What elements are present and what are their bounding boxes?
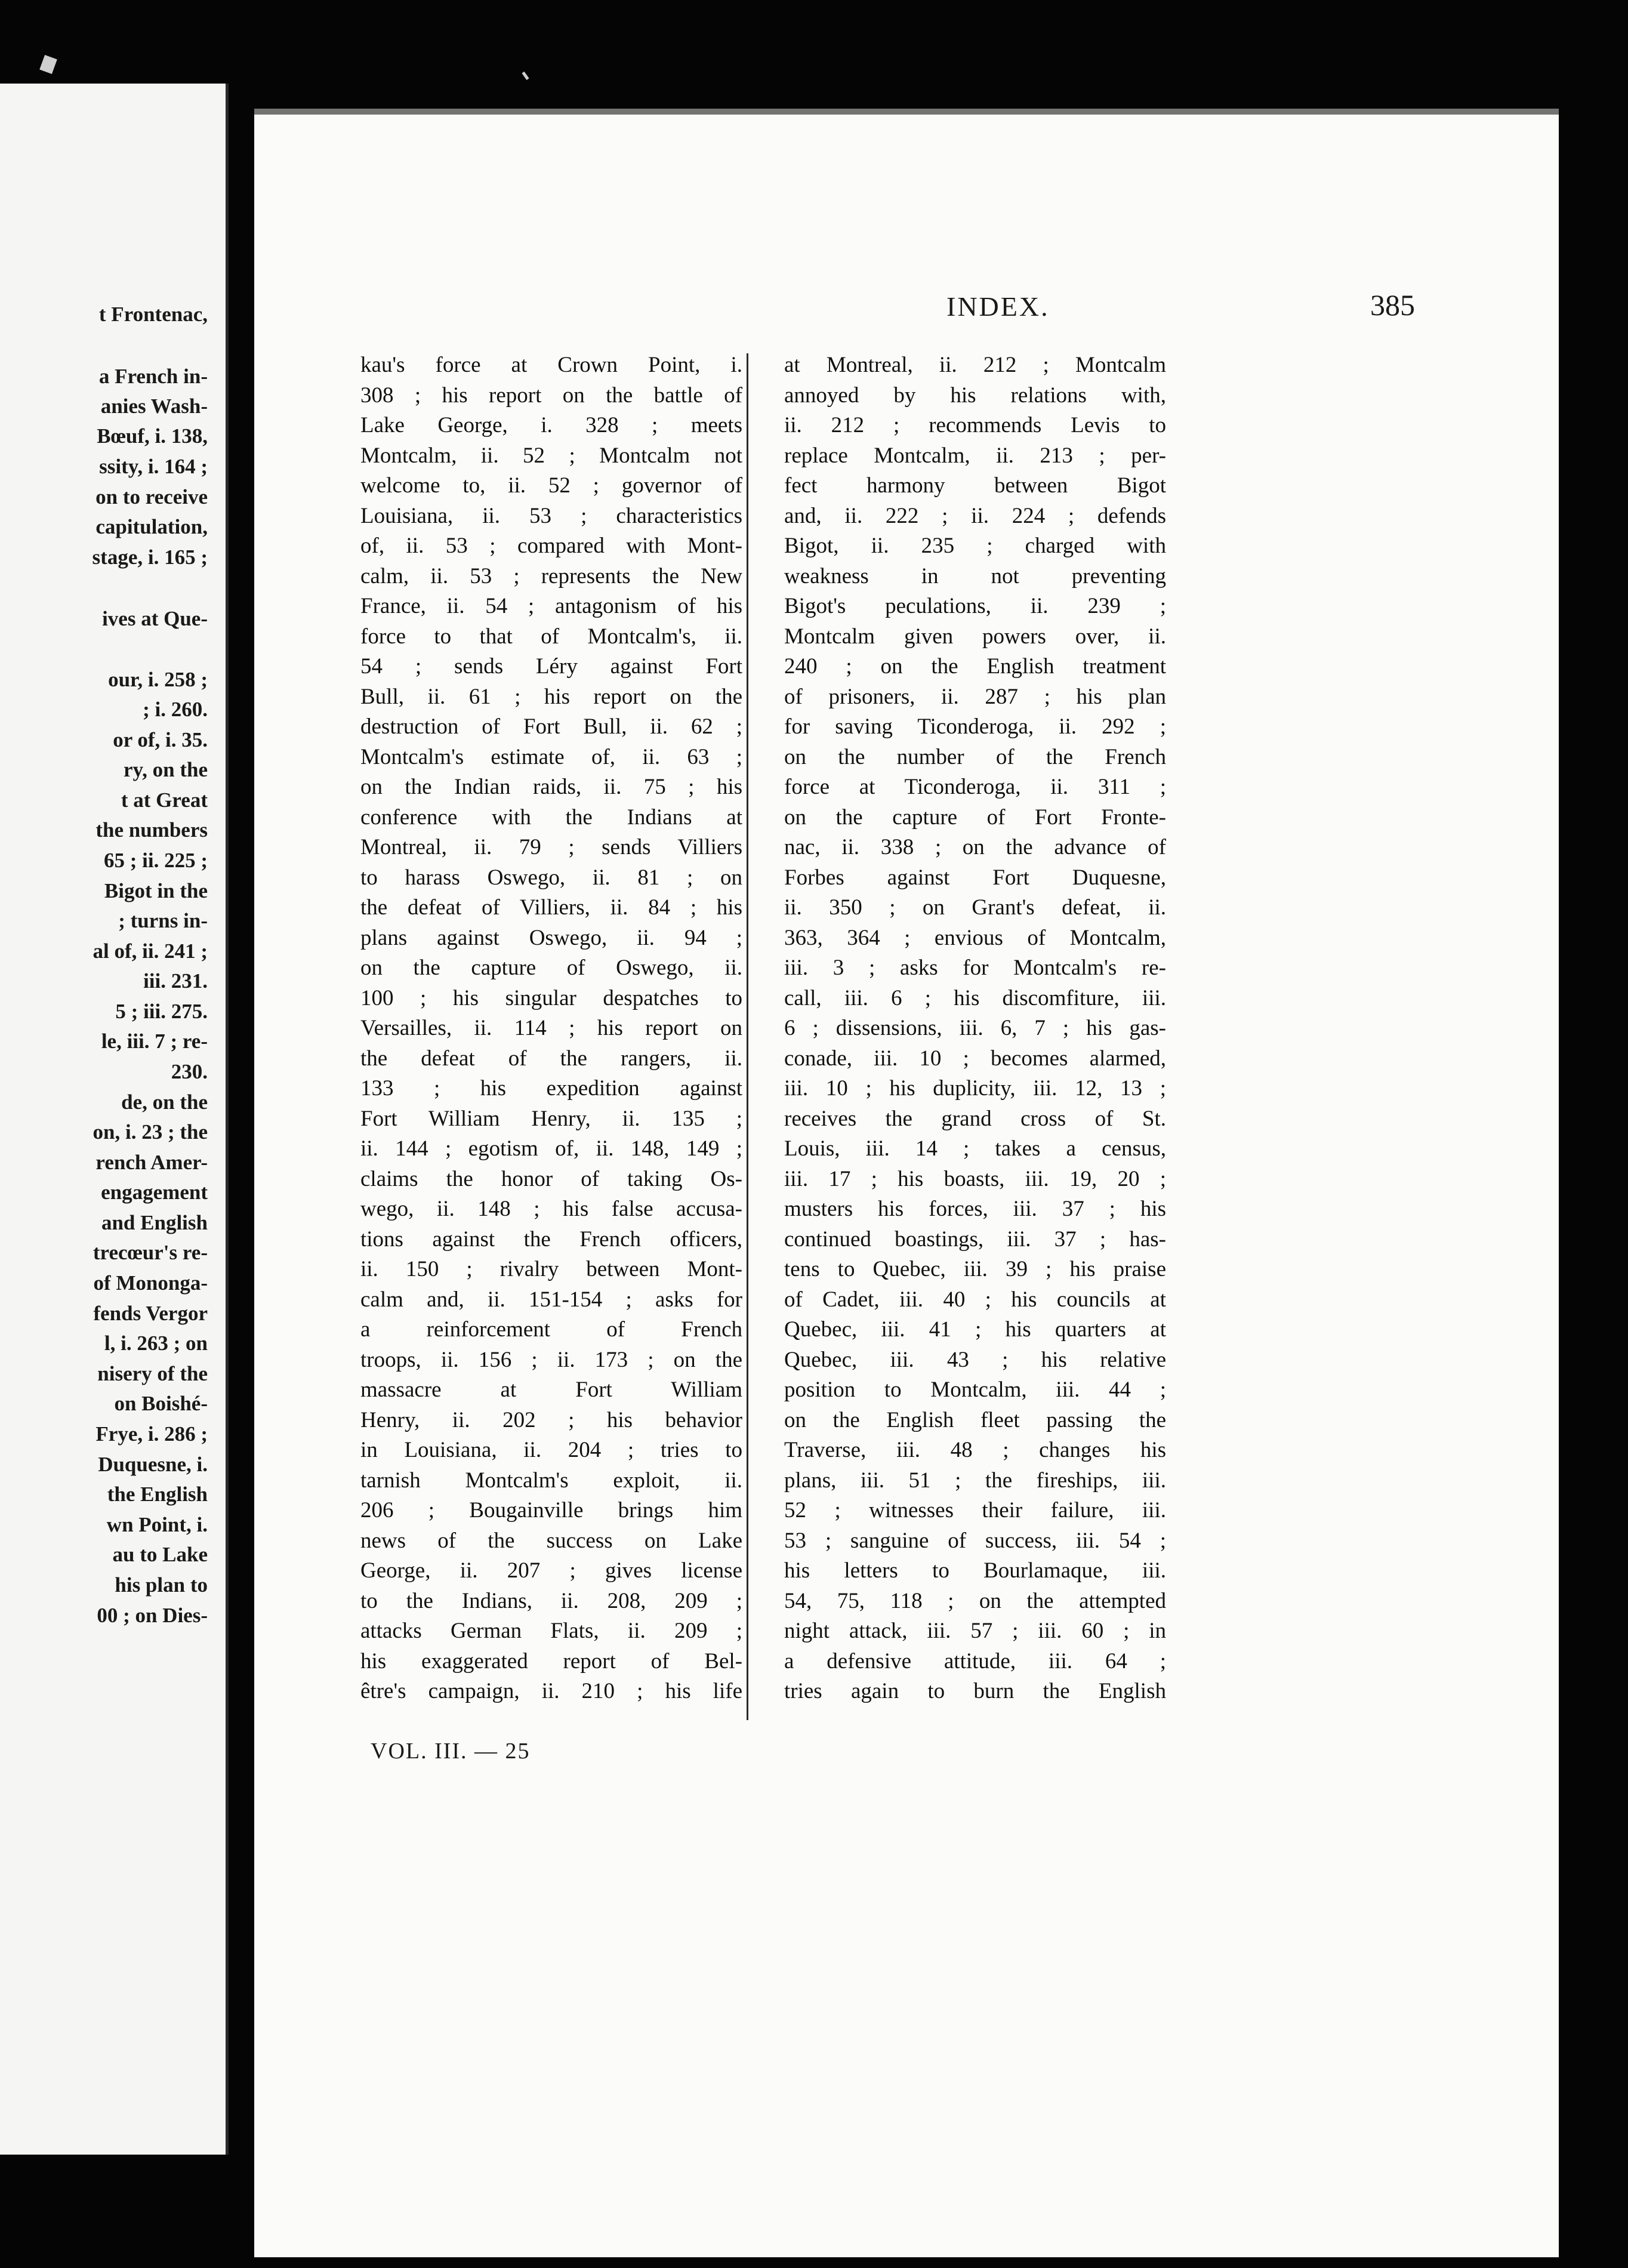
left-page-line-fragment: fends Vergor xyxy=(93,1302,208,1325)
index-line: a reinforcement of French xyxy=(360,1317,742,1342)
left-page-line-fragment: t Frontenac, xyxy=(98,303,208,326)
index-line: Henry, ii. 202 ; his behavior xyxy=(360,1407,742,1432)
index-line: iii. 17 ; his boasts, iii. 19, 20 ; xyxy=(784,1166,1166,1191)
index-line: on the capture of Oswego, ii. xyxy=(360,956,742,980)
left-page-line-fragment: au to Lake xyxy=(112,1543,208,1566)
left-page-line-fragment: al of, ii. 241 ; xyxy=(92,939,208,963)
index-line: 54, 75, 118 ; on the attempted xyxy=(784,1588,1166,1613)
index-line: on the capture of Fort Fronte- xyxy=(784,805,1166,830)
index-line: 6 ; dissensions, iii. 6, 7 ; his gas- xyxy=(784,1016,1166,1040)
index-line: call, iii. 6 ; his discomfiture, iii. xyxy=(784,985,1166,1010)
left-page xyxy=(0,84,229,2155)
index-line: 363, 364 ; envious of Montcalm, xyxy=(784,925,1166,950)
index-line: conade, iii. 10 ; becomes alarmed, xyxy=(784,1046,1166,1071)
index-line: the defeat of Villiers, ii. 84 ; his xyxy=(360,895,742,920)
index-line: 53 ; sanguine of success, iii. 54 ; xyxy=(784,1528,1166,1553)
index-line: 54 ; sends Léry against Fort xyxy=(360,654,742,679)
left-page-line-fragment: le, iii. 7 ; re- xyxy=(101,1030,208,1053)
running-header-title: INDEX. xyxy=(946,291,1050,322)
left-page-line-fragment: l, i. 263 ; on xyxy=(104,1332,208,1355)
index-line: weakness in not preventing xyxy=(784,563,1166,588)
right-page xyxy=(254,109,1559,2257)
left-page-line-fragment: Bœuf, i. 138, xyxy=(97,424,208,448)
index-line: 206 ; Bougainville brings him xyxy=(360,1498,742,1523)
left-page-line-fragment: ; i. 260. xyxy=(143,698,208,721)
index-line: Lake George, i. 328 ; meets xyxy=(360,413,742,437)
index-line: calm, ii. 53 ; represents the New xyxy=(360,563,742,588)
index-line: on the Indian raids, ii. 75 ; his xyxy=(360,775,742,799)
left-page-line-fragment: of Mononga- xyxy=(93,1271,208,1295)
index-line: receives the grand cross of St. xyxy=(784,1106,1166,1131)
page-top-edge xyxy=(254,109,1559,115)
left-page-line-fragment: 5 ; iii. 275. xyxy=(115,1000,208,1023)
index-line: the defeat of the rangers, ii. xyxy=(360,1046,742,1071)
index-line: Versailles, ii. 114 ; his report on xyxy=(360,1016,742,1040)
index-line: Quebec, iii. 43 ; his relative xyxy=(784,1347,1166,1372)
index-line: Bigot, ii. 235 ; charged with xyxy=(784,534,1166,558)
scan-speck xyxy=(522,72,529,80)
index-line: Montreal, ii. 79 ; sends Villiers xyxy=(360,835,742,859)
index-line: destruction of Fort Bull, ii. 62 ; xyxy=(360,714,742,739)
left-page-line-fragment: iii. 231. xyxy=(143,969,208,993)
left-page-line-fragment: trecœur's re- xyxy=(92,1241,208,1264)
left-page-line-fragment: on to receive xyxy=(95,485,208,509)
index-line: on the English fleet passing the xyxy=(784,1407,1166,1432)
signature-line: VOL. III. — 25 xyxy=(371,1739,531,1764)
index-line: iii. 10 ; his duplicity, iii. 12, 13 ; xyxy=(784,1076,1166,1101)
left-page-line-fragment: ssity, i. 164 ; xyxy=(99,455,208,478)
column-divider xyxy=(747,353,748,1720)
index-line: Montcalm given powers over, ii. xyxy=(784,624,1166,649)
index-line: calm and, ii. 151-154 ; asks for xyxy=(360,1287,742,1312)
index-line: force at Ticonderoga, ii. 311 ; xyxy=(784,775,1166,799)
page-number: 385 xyxy=(1370,288,1415,322)
left-page-line-fragment: our, i. 258 ; xyxy=(108,668,208,691)
index-line: 52 ; witnesses their failure, iii. xyxy=(784,1498,1166,1523)
index-line: troops, ii. 156 ; ii. 173 ; on the xyxy=(360,1347,742,1372)
index-line: at Montreal, ii. 212 ; Montcalm xyxy=(784,353,1166,377)
index-line: ii. 212 ; recommends Levis to xyxy=(784,413,1166,437)
index-column-2 xyxy=(784,350,1166,1707)
index-line: ii. 150 ; rivalry between Mont- xyxy=(360,1257,742,1281)
index-column-1 xyxy=(360,350,742,1707)
index-line: wego, ii. 148 ; his false accusa- xyxy=(360,1197,742,1221)
index-line: être's campaign, ii. 210 ; his life xyxy=(360,1679,742,1703)
index-line: plans, iii. 51 ; the fireships, iii. xyxy=(784,1468,1166,1493)
left-page-line-fragment: Frye, i. 286 ; xyxy=(95,1422,208,1446)
index-line: annoyed by his relations with, xyxy=(784,383,1166,408)
left-page-line-fragment: the numbers xyxy=(95,818,208,842)
index-line: conference with the Indians at xyxy=(360,805,742,830)
index-line: on the number of the French xyxy=(784,744,1166,769)
index-line: 100 ; his singular despatches to xyxy=(360,985,742,1010)
index-line: kau's force at Crown Point, i. xyxy=(360,353,742,377)
index-line: Louisiana, ii. 53 ; characteristics xyxy=(360,503,742,528)
index-line: fect harmony between Bigot xyxy=(784,473,1166,498)
index-line: tarnish Montcalm's exploit, ii. xyxy=(360,1468,742,1493)
left-page-line-fragment: anies Wash- xyxy=(100,395,208,418)
index-line: force to that of Montcalm's, ii. xyxy=(360,624,742,649)
index-line: George, ii. 207 ; gives license xyxy=(360,1558,742,1583)
index-line: and, ii. 222 ; ii. 224 ; defends xyxy=(784,503,1166,528)
index-line: of, ii. 53 ; compared with Mont- xyxy=(360,534,742,558)
index-line: his exaggerated report of Bel- xyxy=(360,1648,742,1674)
left-page-line-fragment: de, on the xyxy=(121,1090,208,1114)
index-line: ii. 350 ; on Grant's defeat, ii. xyxy=(784,895,1166,920)
left-page-line-fragment: 230. xyxy=(171,1060,208,1083)
left-page-line-fragment: ; turns in- xyxy=(118,909,208,932)
left-page-line-fragment: ry, on the xyxy=(124,758,208,781)
left-page-line-fragment: stage, i. 165 ; xyxy=(92,546,208,569)
scan-speck xyxy=(39,55,57,74)
left-page-line-fragment: on, i. 23 ; the xyxy=(92,1120,208,1144)
left-page-line-fragment: 65 ; ii. 225 ; xyxy=(103,849,208,872)
index-line: news of the success on Lake xyxy=(360,1528,742,1553)
index-line: Montcalm's estimate of, ii. 63 ; xyxy=(360,744,742,769)
index-line: replace Montcalm, ii. 213 ; per- xyxy=(784,443,1166,468)
index-line: attacks German Flats, ii. 209 ; xyxy=(360,1619,742,1643)
left-page-line-fragment: and English xyxy=(101,1211,208,1234)
index-line: musters his forces, iii. 37 ; his xyxy=(784,1197,1166,1221)
index-line: Montcalm, ii. 52 ; Montcalm not xyxy=(360,443,742,468)
index-line: 133 ; his expedition against xyxy=(360,1076,742,1101)
index-line: nac, ii. 338 ; on the advance of xyxy=(784,835,1166,859)
index-line: to harass Oswego, ii. 81 ; on xyxy=(360,865,742,890)
index-line: his letters to Bourlamaque, iii. xyxy=(784,1558,1166,1583)
left-page-line-fragment: nisery of the xyxy=(97,1362,208,1385)
index-line: position to Montcalm, iii. 44 ; xyxy=(784,1378,1166,1402)
index-line: to the Indians, ii. 208, 209 ; xyxy=(360,1588,742,1613)
left-page-line-fragment: on Boishé- xyxy=(114,1392,208,1415)
left-page-line-fragment: engagement xyxy=(101,1181,208,1204)
left-page-line-fragment: the English xyxy=(107,1483,208,1506)
index-line: Traverse, iii. 48 ; changes his xyxy=(784,1438,1166,1462)
index-line: Forbes against Fort Duquesne, xyxy=(784,865,1166,890)
index-line: iii. 3 ; asks for Montcalm's re- xyxy=(784,956,1166,980)
left-page-line-fragment: rench Amer- xyxy=(95,1151,208,1174)
index-line: for saving Ticonderoga, ii. 292 ; xyxy=(784,714,1166,739)
left-page-line-fragment: his plan to xyxy=(115,1573,208,1597)
left-page-line-fragment: 00 ; on Dies- xyxy=(97,1604,208,1627)
left-page-line-fragment: a French in- xyxy=(98,365,208,388)
index-line: in Louisiana, ii. 204 ; tries to xyxy=(360,1438,742,1462)
index-line: Fort William Henry, ii. 135 ; xyxy=(360,1106,742,1131)
left-page-line-fragment: wn Point, i. xyxy=(106,1513,208,1536)
index-line: ii. 144 ; egotism of, ii. 148, 149 ; xyxy=(360,1136,742,1161)
index-line: welcome to, ii. 52 ; governor of xyxy=(360,473,742,498)
left-page-line-fragment: ives at Que- xyxy=(102,607,208,630)
index-line: 240 ; on the English treatment xyxy=(784,654,1166,679)
index-line: Quebec, iii. 41 ; his quarters at xyxy=(784,1317,1166,1342)
left-page-line-fragment: Duquesne, i. xyxy=(98,1453,208,1476)
index-line: night attack, iii. 57 ; iii. 60 ; in xyxy=(784,1619,1166,1643)
index-line: plans against Oswego, ii. 94 ; xyxy=(360,925,742,950)
index-line: of prisoners, ii. 287 ; his plan xyxy=(784,684,1166,709)
index-line: tions against the French officers, xyxy=(360,1227,742,1252)
index-line: France, ii. 54 ; antagonism of his xyxy=(360,594,742,618)
left-page-line-fragment: capitulation, xyxy=(95,515,208,538)
index-line: tries again to burn the English xyxy=(784,1679,1166,1703)
index-line: continued boastings, iii. 37 ; has- xyxy=(784,1227,1166,1252)
index-line: tens to Quebec, iii. 39 ; his praise xyxy=(784,1257,1166,1281)
index-line: Louis, iii. 14 ; takes a census, xyxy=(784,1136,1166,1161)
index-line: Bull, ii. 61 ; his report on the xyxy=(360,684,742,709)
left-page-line-fragment: or of, i. 35. xyxy=(113,728,208,751)
index-line: massacre at Fort William xyxy=(360,1378,742,1402)
index-line: of Cadet, iii. 40 ; his councils at xyxy=(784,1287,1166,1312)
index-line: Bigot's peculations, ii. 239 ; xyxy=(784,594,1166,618)
index-line: 308 ; his report on the battle of xyxy=(360,383,742,408)
left-page-line-fragment: t at Great xyxy=(121,788,208,812)
index-line: claims the honor of taking Os- xyxy=(360,1166,742,1191)
index-line: a defensive attitude, iii. 64 ; xyxy=(784,1648,1166,1674)
left-page-line-fragment: Bigot in the xyxy=(104,879,208,902)
